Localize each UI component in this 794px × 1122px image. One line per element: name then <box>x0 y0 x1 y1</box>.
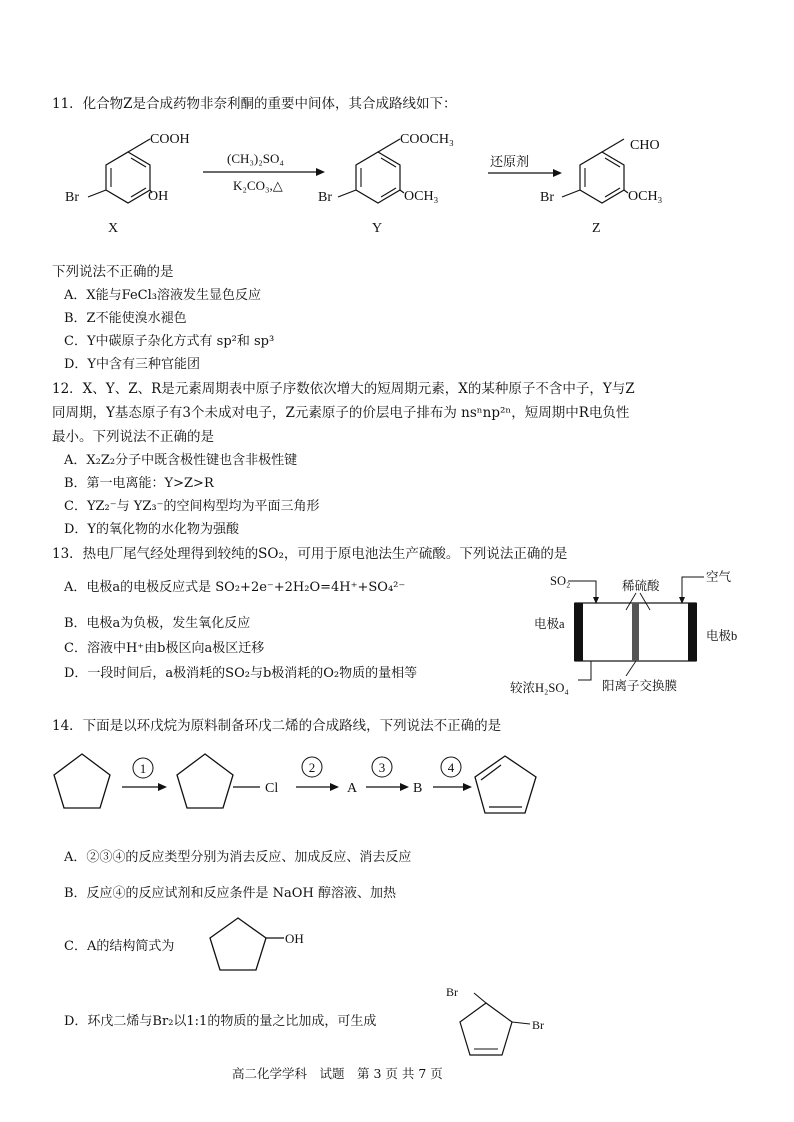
z-cho-label: CHO <box>630 138 660 153</box>
q12-option-a: A．X₂Z₂分子中既含极性键也含非极性键 <box>64 453 298 468</box>
y-br-label: Br <box>318 190 332 205</box>
arrow1-reagent: (CH₃)₂SO₄ <box>227 151 284 166</box>
q11-prompt: 下列说法不正确的是 <box>52 264 174 280</box>
step4-label: 4 <box>447 760 455 775</box>
electrode-b-label: 电极b <box>706 629 738 643</box>
q12-line3: 最小。下列说法不正确的是 <box>52 429 214 445</box>
q12-line2: 同周期，Y基态原子有3个未成对电子，Z元素原子的价层电子排布为 nsⁿnp²ⁿ，短周期中R电负性 <box>52 405 630 421</box>
q13-option-d: D．一段时间后，a极消耗的SO₂与b极消耗的O₂物质的量相等 <box>64 666 418 681</box>
page-footer: 高二化学学科 试题 第 3 页 共 7 页 <box>232 1066 443 1081</box>
q14-option-c: C．A的结构简式为 <box>64 939 175 954</box>
oh-label: OH <box>285 931 304 946</box>
conc-acid-label: 较浓H₂SO₄ <box>510 681 569 695</box>
q13-option-c: C．溶液中H⁺由b极区向a极区迁移 <box>64 641 265 656</box>
x-br-label: Br <box>65 190 79 205</box>
br1-label: Br <box>446 985 458 999</box>
q14-option-a: A．②③④的反应类型分别为消去反应、加成反应、消去反应 <box>64 850 412 865</box>
q11-stem: 11．化合物Z是合成药物非奈利酮的重要中间体，其合成路线如下： <box>52 96 457 112</box>
x-oh-label: OH <box>148 189 169 204</box>
q11-option-d: D．Y中含有三种官能团 <box>64 357 201 372</box>
q12-option-b: B．第一电离能：Y>Z>R <box>64 476 214 491</box>
q12-option-d: D．Y的氧化物的水化物为强酸 <box>64 522 240 537</box>
step1-label: 1 <box>139 761 147 776</box>
b-label: B <box>413 781 423 796</box>
y-coome-label: COOCH₃ <box>400 132 454 147</box>
q13-option-a: A．电极a的电极反应式是 SO₂+2e⁻+2H₂O=4H⁺+SO₄²⁻ <box>64 580 406 595</box>
z-label: Z <box>592 221 601 236</box>
br2-label: Br <box>532 1018 544 1032</box>
membrane-label: 阳离子交换膜 <box>602 679 678 693</box>
q14-option-b: B．反应④的反应试剂和反应条件是 NaOH 醇溶液、加热 <box>64 886 396 901</box>
step3-label: 3 <box>378 760 386 775</box>
x-cooh-label: COOH <box>150 132 190 147</box>
step2-label: 2 <box>308 760 316 775</box>
z-ome-label: OCH₃ <box>628 189 663 204</box>
q12-line1: 12．X、Y、Z、R是元素周期表中原子序数依次增大的短周期元素，X的某种原子不含中子，Y与Z <box>52 381 635 397</box>
cl-label: Cl <box>265 781 279 796</box>
q13-stem: 13．热电厂尾气经处理得到较纯的SO₂，可用于原电池法生产硫酸。下列说法正确的是 <box>52 546 568 562</box>
q13-option-b: B．电极a为负极，发生氧化反应 <box>64 616 251 631</box>
q11-option-a: A．X能与FeCl₃溶液发生显色反应 <box>64 288 261 303</box>
a-label: A <box>347 781 358 796</box>
y-label: Y <box>372 221 383 236</box>
q11-option-b: B．Z不能使溴水褪色 <box>64 311 187 326</box>
arrow1-condition: K₂CO₃,△ <box>233 178 283 193</box>
so2-label: SO₂ <box>550 574 571 588</box>
q14-option-d: D．环戊二烯与Br₂以1:1的物质的量之比加成，可生成 <box>64 1014 377 1029</box>
q14-stem: 14．下面是以环戊烷为原料制备环戊二烯的合成路线，下列说法不正确的是 <box>52 718 502 734</box>
q12-option-c: C．YZ₂⁻与 YZ₃⁻的空间构型均为平面三角形 <box>64 499 320 514</box>
electrode-a-label: 电极a <box>534 617 565 631</box>
air-label: 空气 <box>706 570 732 584</box>
dilute-acid-label: 稀硫酸 <box>622 579 660 593</box>
q11-option-c: C．Y中碳原子杂化方式有 sp²和 sp³ <box>64 334 275 349</box>
x-label: X <box>108 221 119 236</box>
y-ome-label: OCH₃ <box>404 189 439 204</box>
arrow2-reagent: 还原剂 <box>490 154 530 169</box>
z-br-label: Br <box>540 190 554 205</box>
